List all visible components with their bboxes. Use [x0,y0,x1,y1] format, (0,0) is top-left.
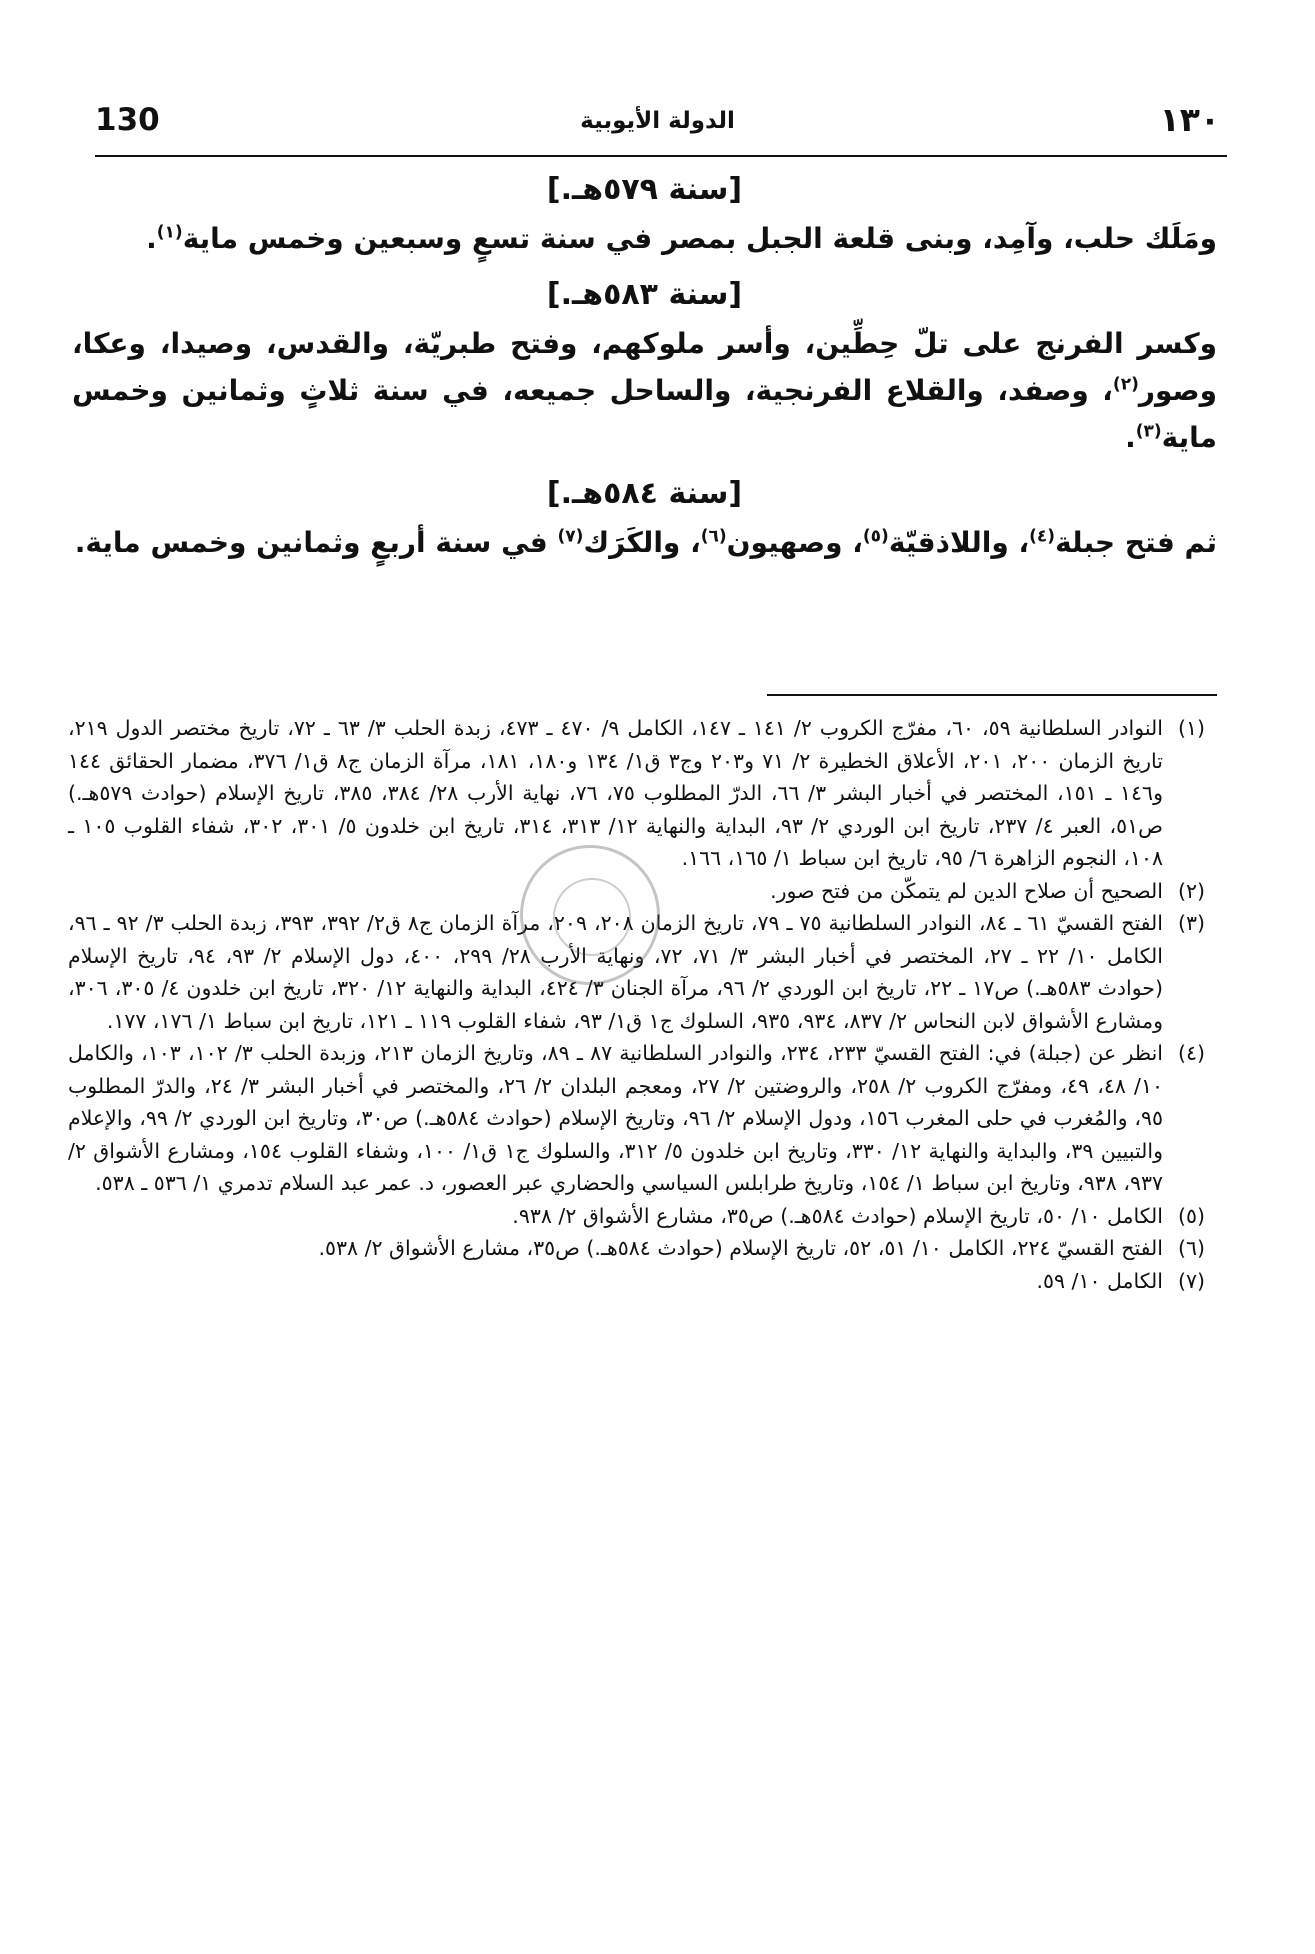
footnote-text: انظر عن (جبلة) في: الفتح القسيّ ٢٣٣، ٢٣٤، والنوادر السلطانية ٨٧ ـ ٨٩، وتاريخ الزمان ٢١٣، وزبدة الحلب ٣/ ١٠٢، ١٠٣، والكامل ١٠/ ٤٨، ٤٩، ومفرّج الكروب ٢/ ٢٥٨، والروضتين ٢/ ٢٧، ومعجم البلدان ٢/ ٢٦، والمختصر في أخبار البشر ٣/ ٢٤، والدرّ المطلوب ٩٥، والمُغرب في حلى المغرب ١٥٦، ودول الإسلام ٢/ ٩٦، وتاريخ الإسلام (حوادث ٥٨٤هـ.) ص٣٠، وتاريخ ابن الوردي ٢/ ٩٩، والإعلام والتبيين ٣٩، والبداية والنهاية ١٢/ ٣٣٠، وتاريخ ابن خلدون ٥/ ٣١٢، والسلوك ج١ ق١/ ١٠٠، وشفاء القلوب ١٥٤، ومشارع الأشواق ٢/ ٩٣٧، ٩٣٨، وتاريخ ابن سباط ١/ ١٥٤، وتاريخ طرابلس السياسي والحضاري عبر العصور، د. عمر عبد السلام تدمري ١/ ٥٣٦ ـ ٥٣٨. [68,1041,1163,1195]
footnote [68,1200,1205,1233]
paragraph-tail: . [146,222,157,255]
footnote-text: الكامل ١٠/ ٥٠، تاريخ الإسلام (حوادث ٥٨٤هـ.) ص٣٥، مشارع الأشواق ٢/ ٩٣٨. [512,1203,1163,1228]
footnote [68,712,1205,875]
paragraph-text: وعكا، وصور [72,327,1218,407]
paragraph [72,519,1217,566]
paragraph-text: ومَلَك حلب، وآمِد، وبنى قلعة الجبل بمصر في سنة تسعٍ وسبعين وخمس ماية [182,222,1217,255]
footnote-ref: (٢) [1112,374,1139,395]
footnote-ref: (٦) [700,526,727,547]
paragraph-text: وكسر الفرنج على تلّ حِطِّين، وأسر ملوكهم، وفتح طبريّة، والقدس، وصيدا، [159,327,1218,360]
library-stamp [520,845,660,985]
paragraph [72,215,1217,262]
footnote-separator [767,694,1217,696]
footnote-ref: (٧) [557,526,584,547]
footnote-ref: (١) [156,222,183,243]
footnote [68,1037,1205,1200]
page-number-arabic: ١٣٠ [1159,100,1220,139]
running-title: الدولة الأيوبية [580,108,735,134]
paragraph-text: ، وصفد، والقلاع الفرنجية، والساحل جميعه، في سنة ثلاثٍ [299,374,1113,407]
footnote-text: الكامل ١٠/ ٥٩. [1036,1268,1163,1293]
year-heading: [سنة ٥٧٩هـ.] [546,172,743,207]
page-header [95,100,1220,150]
footnote-text: النوادر السلطانية ٥٩، ٦٠، مفرّج الكروب ٢/ ١٤١ ـ ١٤٧، الكامل ٩/ ٤٧٠ ـ ٤٧٣، زبدة الحلب ٣/ ٦٣ ـ ٧٢، تاريخ مختصر الدول ٢١٩، تاريخ الزمان ٢٠٠، ٢٠١، الأعلاق الخطيرة ٢/ ٧١ و٢٠٣ وج٣ ق١/ ١٣٤ و١٨٠، ١٨١، مرآة الزمان ج٨ ق١/ ٣٧٦، مضمار الحقائق ١٤٤ و١٤٦ ـ ١٥١، المختصر في أخبار البشر ٣/ ٦٦، الدرّ المطلوب ٧٥، ٧٦، نهاية الأرب ٢٨/ ٣٨٤، ٣٨٥، تاريخ الإسلام (حوادث ٥٧٩هـ.) ص٥١، العبر ٤/ ٢٣٧، تاريخ ابن الوردي ٢/ ٩٣، البداية والنهاية ١٢/ ٣١٣، ٣١٤، تاريخ ابن خلدون ٥/ ٣٠١، ٣٠٢، شفاء القلوب ١٠٥ ـ ١٠٨، النجوم الزاهرة ٦/ ٩٥، تاريخ ابن سباط ١/ ١٦٥، ١٦٦. [68,716,1163,870]
paragraph [72,320,1217,461]
paragraph-tail: . [1125,421,1136,454]
footnote-number: (٣) [1177,911,1205,935]
paragraph-text: ، والكَرَك [583,526,701,559]
page-number-latin: 130 [95,102,160,138]
paragraph-text: ، واللاذقيّة [888,526,1030,559]
footnote-ref: (٣) [1135,421,1162,442]
footnote-ref: (٥) [862,526,889,547]
paragraph-text: وثمانين وخمس ماية [72,374,1217,454]
footnote-number: (٥) [1177,1203,1205,1228]
footnote-text: الفتح القسيّ ٢٢٤، الكامل ١٠/ ٥١، ٥٢، تاريخ الإسلام (حوادث ٥٨٤هـ.) ص٣٥، مشارع الأشواق ٢/ ٥٣٨. [318,1236,1163,1260]
footnotes [68,712,1205,1297]
year-heading: [سنة ٥٨٣هـ.] [546,277,743,312]
footnote-ref: (٤) [1029,526,1056,547]
header-rule [95,155,1227,157]
year-heading: [سنة ٥٨٤هـ.] [546,476,743,511]
footnote-number: (٧) [1177,1268,1205,1293]
main-text [72,165,1217,574]
stamp-inner-ring [553,878,631,956]
paragraph-text: ثم فتح جبلة [1055,526,1217,559]
paragraph-text: في سنة أربعٍ وثمانين وخمس ماية. [74,526,558,559]
footnote-text: الصحيح أن صلاح الدين لم يتمكّن من فتح صور. [770,878,1163,903]
footnote-number: (٢) [1177,878,1205,903]
footnote [68,1265,1205,1298]
footnote-number: (٤) [1177,1041,1205,1065]
footnote-text: الفتح القسيّ ٦١ ـ ٨٤، النوادر السلطانية ٧٥ ـ ٧٩، تاريخ الزمان ٢٠٨، ٢٠٩، مرآة الزمان ج٨ ق٢/ ٣٩٢، ٣٩٣، زبدة الحلب ٣/ ٩٢ ـ ٩٦، الكامل ١٠/ ٢٢ ـ ٢٧، المختصر في أخبار البشر ٣/ ٧١، ٧٢، ونهاية الأرب ٢٨/ ٢٩٩، ٤٠٠، دول الإسلام ٢/ ٩٣، ٩٤، تاريخ الإسلام (حوادث ٥٨٣هـ.) ص١٧ ـ ٢٢، تاريخ ابن الوردي ٢/ ٩٦، مرآة الجنان ٣/ ٤٢٤، البداية والنهاية ١٢/ ٣٢٠، تاريخ ابن خلدون ٤/ ٣٠٥، ٣٠٦، ومشارع الأشواق لابن النحاس ٢/ ٨٣٧، ٩٣٤، ٩٣٥، السلوك ج١ ق١/ ٩٣، شفاء القلوب ١١٩ ـ ١٢١، تاريخ ابن سباط ١/ ١٧٦، ١٧٧. [68,911,1163,1033]
paragraph-text: ، وصهيون [726,526,863,559]
footnote [68,1232,1205,1265]
footnote-number: (٦) [1177,1236,1205,1260]
footnote-number: (١) [1177,716,1205,740]
